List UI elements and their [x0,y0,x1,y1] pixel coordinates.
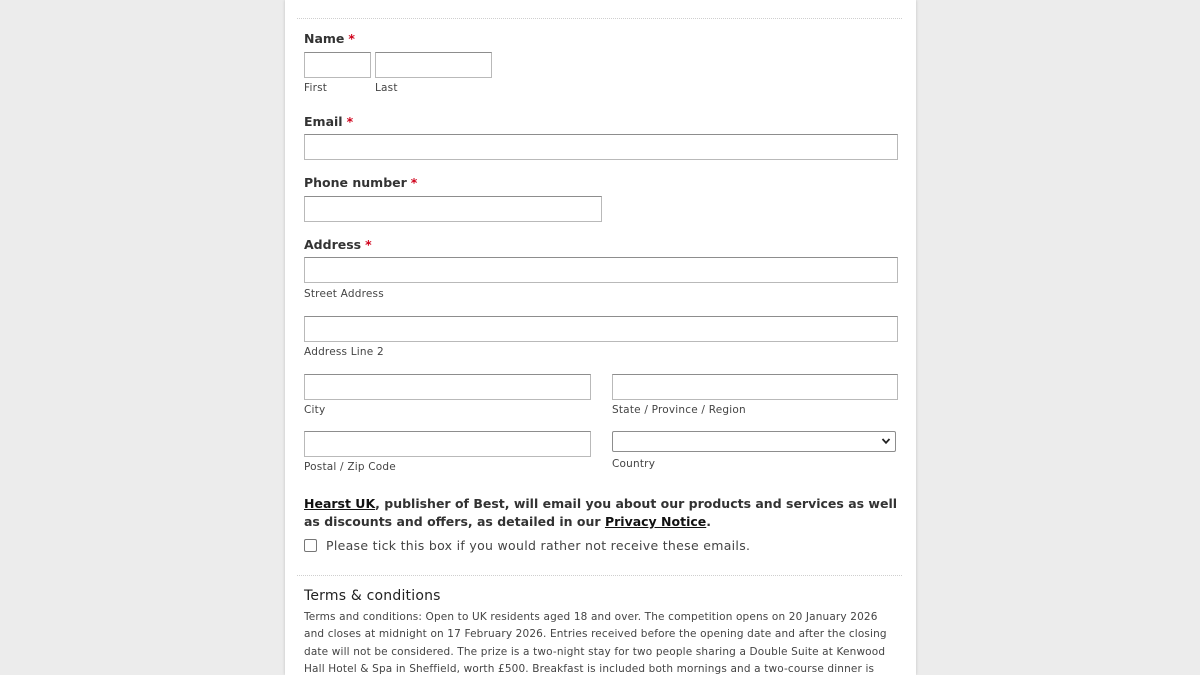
last-name-sublabel: Last [375,82,398,94]
name-required-mark: * [348,31,355,46]
chevron-down-icon [881,436,891,446]
phone-label: Phone number * [304,175,418,190]
country-select[interactable] [612,431,896,452]
state-input[interactable] [612,374,898,400]
name-label: Name * [304,31,355,46]
opt-out-label[interactable]: Please tick this box if you would rather not receive these emails. [326,537,751,553]
last-name-input[interactable] [375,52,492,78]
state-sublabel: State / Province / Region [612,404,746,416]
address-line2-sublabel: Address Line 2 [304,346,384,358]
privacy-notice-link[interactable]: Privacy Notice [604,514,707,529]
opt-out-checkbox[interactable] [304,539,317,552]
phone-required-mark: * [410,175,418,190]
hearst-uk-link[interactable]: Hearst UK [304,496,376,511]
country-sublabel: Country [612,458,656,470]
street-address-input[interactable] [304,257,898,283]
phone-input[interactable] [304,196,602,222]
postal-code-input[interactable] [304,431,591,457]
email-input[interactable] [304,134,898,160]
first-name-input[interactable] [304,52,371,78]
opt-out-row[interactable] [304,536,750,554]
address-label: Address * [304,237,372,252]
email-label: Email * [304,114,354,129]
email-required-mark: * [346,114,354,129]
city-input[interactable] [304,374,591,400]
street-address-sublabel: Street Address [304,288,384,300]
first-name-sublabel: First [304,82,328,94]
postal-code-sublabel: Postal / Zip Code [304,461,396,473]
city-sublabel: City [304,404,326,416]
address-required-mark: * [365,237,372,252]
form-card [285,0,916,675]
top-divider [297,18,902,19]
terms-body: Terms and conditions: Open to UK residents aged 18 and over. The competition opens on 20 January 2026 and closes at midnight on 17 February 2026. Entries received before the opening date and after the closing date will not be considered. The prize is a two-night stay for two people sharing a Double Suite at Kenwood Hall Hotel & Spa in Sheffield, worth £500. Breakfast is included both mornings and a two-course dinner is [304,611,887,675]
address-line2-input[interactable] [304,316,898,342]
terms-divider [297,575,902,576]
terms-heading: Terms & conditions [304,588,441,604]
marketing-consent-text: Hearst UK, publisher of Best, will email you about our products and services as well as discounts and offers, as detailed in our Privacy Notice. [304,496,898,529]
